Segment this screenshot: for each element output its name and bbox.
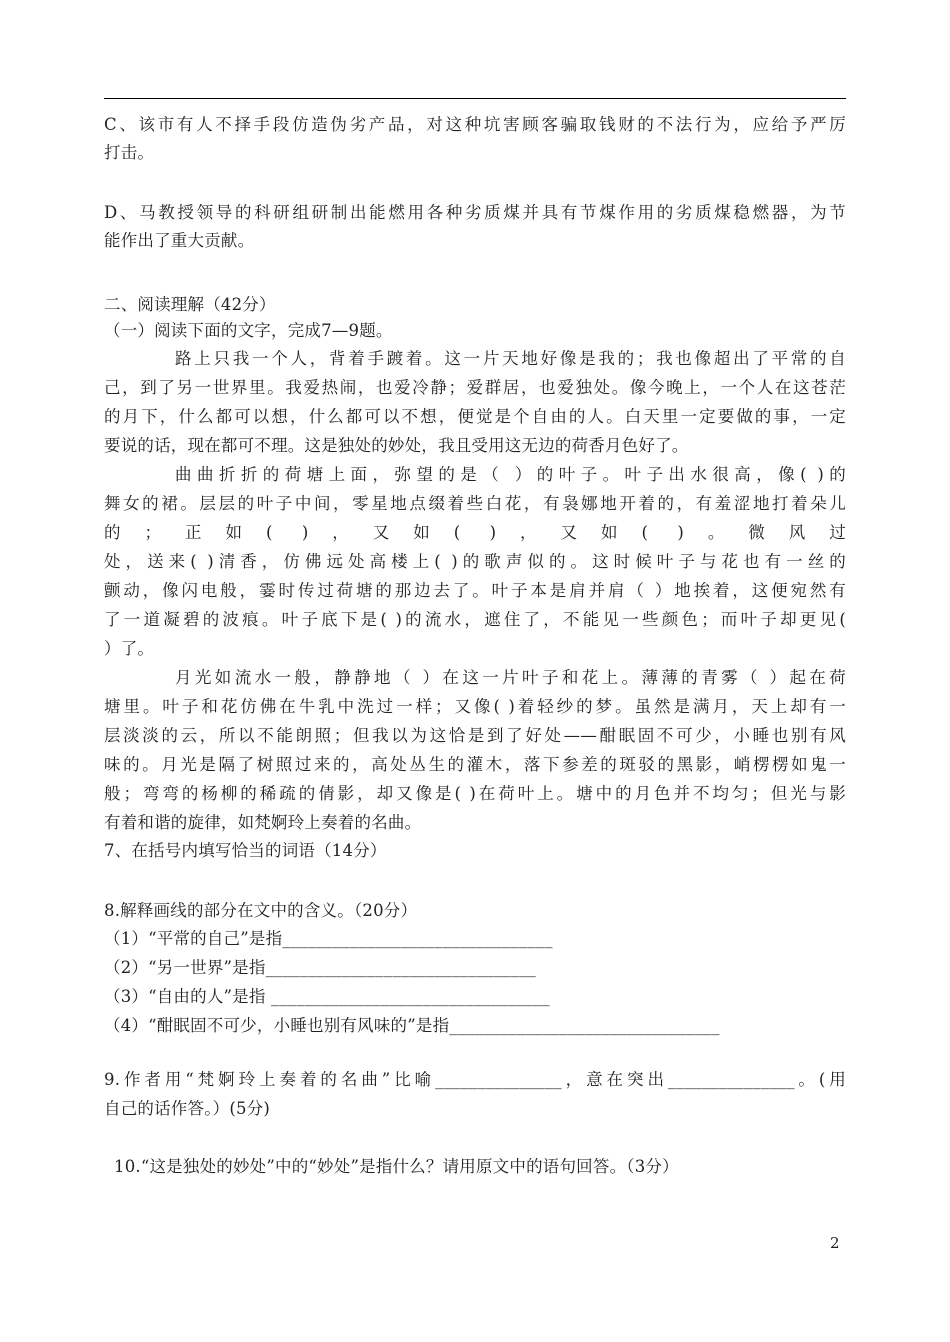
section-subheading: （一）阅读下面的文字，完成7—9题。 xyxy=(104,321,393,340)
passage-p2-line-1: 曲曲折折的荷塘上面，弥望的是（ ）的叶子。叶子出水很高，像( )的 xyxy=(175,465,846,484)
question-10: 10.“这是独处的妙处”中的“妙处”是指什么？请用原文中的语句回答。（3分） xyxy=(114,1157,679,1176)
question-8-item-1: （1）“平常的自己”是指________________________________ xyxy=(104,929,553,948)
passage-p3-line-3: 层淡淡的云，所以不能朗照；但我以为这恰是到了好处——酣眠固不可少，小睡也别有风 xyxy=(104,726,846,745)
passage-p1-line-3: 的月下，什么都可以想，什么都可以不想，便觉是个自由的人。白天里一定要做的事，一定 xyxy=(104,407,846,426)
passage-p2-line-6: 了一道凝碧的波痕。叶子底下是( )的流水，遮住了，不能见一些颜色；而叶子却更见( xyxy=(104,610,846,629)
section-heading: 二、阅读理解（42分） xyxy=(104,295,276,314)
passage-p2-line-7: ）了。 xyxy=(104,639,155,658)
passage-p3-line-4: 味的。月光是隔了树照过来的，高处丛生的灌木，落下参差的斑驳的黑影，峭楞楞如鬼一 xyxy=(104,755,846,774)
page-number: 2 xyxy=(830,1234,840,1252)
passage-p1-line-4: 要说的话，现在都可不理。这是独处的妙处，我且受用这无边的荷香月色好了。 xyxy=(104,436,689,455)
header-rule xyxy=(104,98,846,99)
option-d-line-1: D、马教授领导的科研组研制出能燃用各种劣质煤并具有节煤作用的劣质煤稳燃器，为节 xyxy=(104,203,846,222)
option-d-line-2: 能作出了重大贡献。 xyxy=(104,231,255,250)
question-8: 8.解释画线的部分在文中的含义。（20分） xyxy=(104,901,418,920)
passage-p2-line-3: 的；正如( )，又如( )，又如( )。微风过 xyxy=(104,523,846,542)
passage-p3-line-2: 塘里。叶子和花仿佛在牛乳中洗过一样；又像( )着轻纱的梦。虽然是满月，天上却有一 xyxy=(104,697,846,716)
question-8-item-3: （3）“自由的人”是指 _________________________________ xyxy=(104,987,550,1006)
passage-p1-line-1: 路上只我一个人，背着手踱着。这一片天地好像是我的；我也像超出了平常的自 xyxy=(175,349,846,368)
passage-p3-line-6: 有着和谐的旋律，如梵婀玲上奏着的名曲。 xyxy=(104,813,422,832)
question-9-line-1: 9.作者用“梵婀玲上奏着的名曲”比喻_______________，意在突出_______________。(用 xyxy=(104,1070,846,1089)
passage-p1-line-2: 己，到了另一世界里。我爱热闹，也爱冷静；爱群居，也爱独处。像今晚上，一个人在这苍茫 xyxy=(104,378,846,397)
question-8-item-4: （4）“酣眠固不可少，小睡也别有风味的”是指________________________________ xyxy=(104,1016,720,1035)
passage-p2-line-4: 处，送来( )清香，仿佛远处高楼上( )的歌声似的。这时候叶子与花也有一丝的 xyxy=(104,552,846,571)
passage-p3-line-1: 月光如流水一般，静静地（ ）在这一片叶子和花上。薄薄的青雾（ ）起在荷 xyxy=(175,668,846,687)
option-c-line-1: C、该市有人不择手段仿造伪劣产品，对这种坑害顾客骗取钱财的不法行为，应给予严厉 xyxy=(104,115,846,134)
passage-p2-line-2: 舞女的裙。层层的叶子中间，零星地点缀着些白花，有袅娜地开着的，有羞涩地打着朵儿 xyxy=(104,494,846,513)
question-8-item-2: （2）“另一世界”是指________________________________ xyxy=(104,958,536,977)
passage-p2-line-5: 颤动，像闪电般，霎时传过荷塘的那边去了。叶子本是肩并肩（ ）地挨着，这便宛然有 xyxy=(104,581,846,600)
passage-p3-line-5: 般；弯弯的杨柳的稀疏的倩影，却又像是( )在荷叶上。塘中的月色并不均匀；但光与影 xyxy=(104,784,846,803)
question-9-line-2: 自己的话作答。）(5分) xyxy=(104,1099,271,1118)
option-c-line-2: 打击。 xyxy=(104,143,155,162)
question-7: 7、在括号内填写恰当的词语（14分） xyxy=(104,841,387,860)
